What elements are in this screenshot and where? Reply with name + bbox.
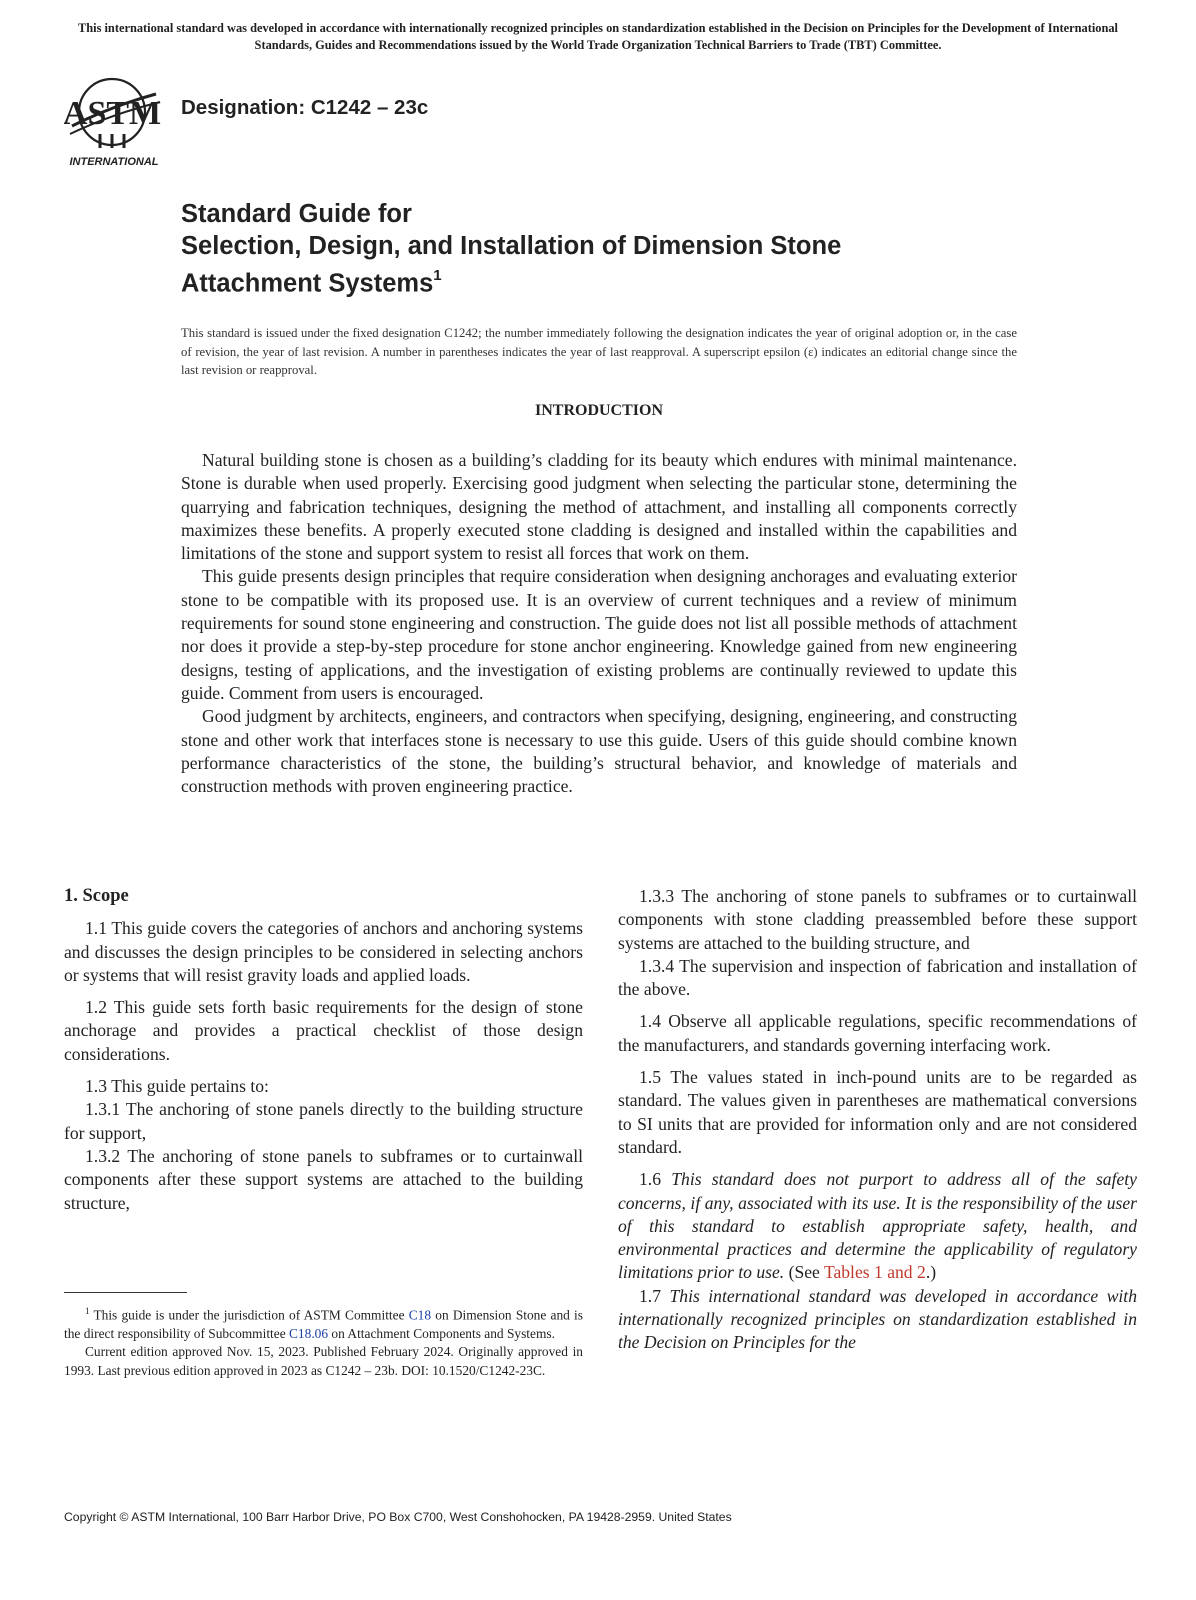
copyright: Copyright © ASTM International, 100 Barr Harbor Drive, PO Box C700, West Conshohocken, PA 19428-2959. United States bbox=[64, 1510, 732, 1524]
title-line-3: Attachment Systems$^1$ bbox=[181, 267, 442, 298]
tables-reference-link[interactable]: Tables 1 and 2 bbox=[823, 1262, 926, 1283]
section-1-1: 1.1 This guide covers the categories of anchors and anchoring systems and discusses the design principles to be considered in selecting anchors or systems that will resist gravity loads and applied loads. bbox=[64, 918, 583, 985]
intro-paragraph: Good judgment by architects, engineers, and contractors when specifying, designing, engineering, and constructing stone and other work that interfaces stone is necessary to use this guide. Users of this guide should combine known performance characteristics of the stone, the building’s structural behavior, and knowledge of materials and construction methods with proven engineering practice. bbox=[181, 706, 1017, 797]
left-column bbox=[64, 885, 583, 1215]
footnote-divider bbox=[64, 1292, 187, 1293]
section-1-3-4: 1.3.4 The supervision and inspection of fabrication and installation of the above. bbox=[618, 955, 1137, 1000]
section-1-3-3: 1.3.3 The anchoring of stone panels to subframes or to curtainwall components with stone cladding preassembled before these support systems are attached to the building structure, and bbox=[618, 886, 1137, 953]
astm-logo bbox=[64, 72, 168, 170]
section-1-4: 1.4 Observe all applicable regulations, specific recommendations of the manufacturers, and standards governing interfacing work. bbox=[618, 1011, 1137, 1055]
footnote-1: $^1$ This guide is under the jurisdiction of ASTM Committee C18 on Dimension Stone and is the direct responsibility of Subcommittee C18.06 on Attachment Components and Systems. bbox=[64, 1306, 583, 1341]
section-1-3-1: 1.3.1 The anchoring of stone panels directly to the building structure for support, bbox=[64, 1099, 583, 1143]
footnote-edition: Current edition approved Nov. 15, 2023. Published February 2024. Originally approved in 1993. Last previous edition approved in 2023 as C1242 – 23b. DOI: 10.1520/C1242-23C. bbox=[64, 1344, 583, 1378]
svg-text:INTERNATIONAL: INTERNATIONAL bbox=[69, 156, 159, 168]
title-line-1: Standard Guide for bbox=[181, 200, 412, 228]
introduction-heading: INTRODUCTION bbox=[534, 402, 663, 419]
section-1-5: 1.5 The values stated in inch-pound units are to be regarded as standard. The values given in parentheses are mathematical conversions to SI units that are provided for information only and are not considered standard. bbox=[618, 1067, 1137, 1157]
section-1-6: 1.6 This standard does not purport to address all of the safety concerns, if any, associated with its use. It is the responsibility of the user of this standard to establish appropriate safety, health, and environmental practices and determine the applicability of regulatory limitations prior to use. (See Tables 1 and 2.) bbox=[618, 1169, 1137, 1283]
issue-statement: This standard is issued under the fixed designation C1242; the number immediately following the designation indicates the year of original adoption or, in the case of revision, the year of last revision. A number in parentheses indicates the year of last reapproval. A superscript epsilon (ε) indicates an editorial change since the last revision or reapproval. bbox=[181, 326, 1017, 378]
svg-text:ASTM: ASTM bbox=[64, 95, 162, 132]
section-1-3: 1.3 This guide pertains to: bbox=[85, 1076, 269, 1097]
document-title bbox=[181, 198, 1081, 300]
right-column bbox=[618, 885, 1137, 1355]
section-1-3-2: 1.3.2 The anchoring of stone panels to subframes or to curtainwall components after these support systems are attached to the building structure, bbox=[64, 1145, 583, 1213]
footnotes bbox=[64, 1302, 583, 1380]
subcommittee-c18-06-link[interactable]: C18.06 bbox=[289, 1325, 329, 1341]
header-notice: This international standard was developed in accordance with internationally recognized principles on standardization established in the Decision on Principles for the Development of International Standards, Guides and Recommendations issued by the World Trade Organization Technical Barriers to Trade (TBT) Committee. bbox=[77, 21, 1119, 52]
designation: Designation: C1242 – 23c bbox=[181, 96, 429, 119]
intro-paragraph: This guide presents design principles that require consideration when designing anchorages and evaluating exterior stone to be compatible with its proposed use. It is an overview of current techniques and a review of minimum requirements for sound stone engineering and construction. The guide does not list all possible methods of attachment nor does it provide a step-by-step procedure for stone anchor engineering. Knowledge gained from new engineering designs, testing of applications, and the investigation of existing problems are continually reviewed to update this guide. Comment from users is encouraged. bbox=[181, 566, 1017, 703]
title-line-2: Selection, Design, and Installation of Dimension Stone bbox=[181, 232, 842, 260]
intro-paragraph: Natural building stone is chosen as a building’s cladding for its beauty which endures with minimal maintenance. Stone is durable when used properly. Exercising good judgment when selecting the particular stone, determining the quarrying and fabrication techniques, designing the method of attachment, and installing all components correctly maximizes these benefits. A properly executed stone cladding is designed and installed within the capabilities and limitations of the stone and support system to resist all forces that work on them. bbox=[181, 450, 1017, 564]
introduction-body bbox=[181, 449, 1017, 798]
scope-heading: 1. Scope bbox=[64, 886, 129, 906]
section-1-2: 1.2 This guide sets forth basic requirements for the design of stone anchorage and provides a practical checklist of those design considerations. bbox=[64, 997, 583, 1064]
committee-c18-link[interactable]: C18 bbox=[408, 1307, 432, 1323]
section-1-7: 1.7 This international standard was developed in accordance with internationally recognized principles on standardization established in the Decision on Principles for the bbox=[618, 1285, 1137, 1353]
title-footnote-marker[interactable]: 1 bbox=[433, 267, 442, 284]
